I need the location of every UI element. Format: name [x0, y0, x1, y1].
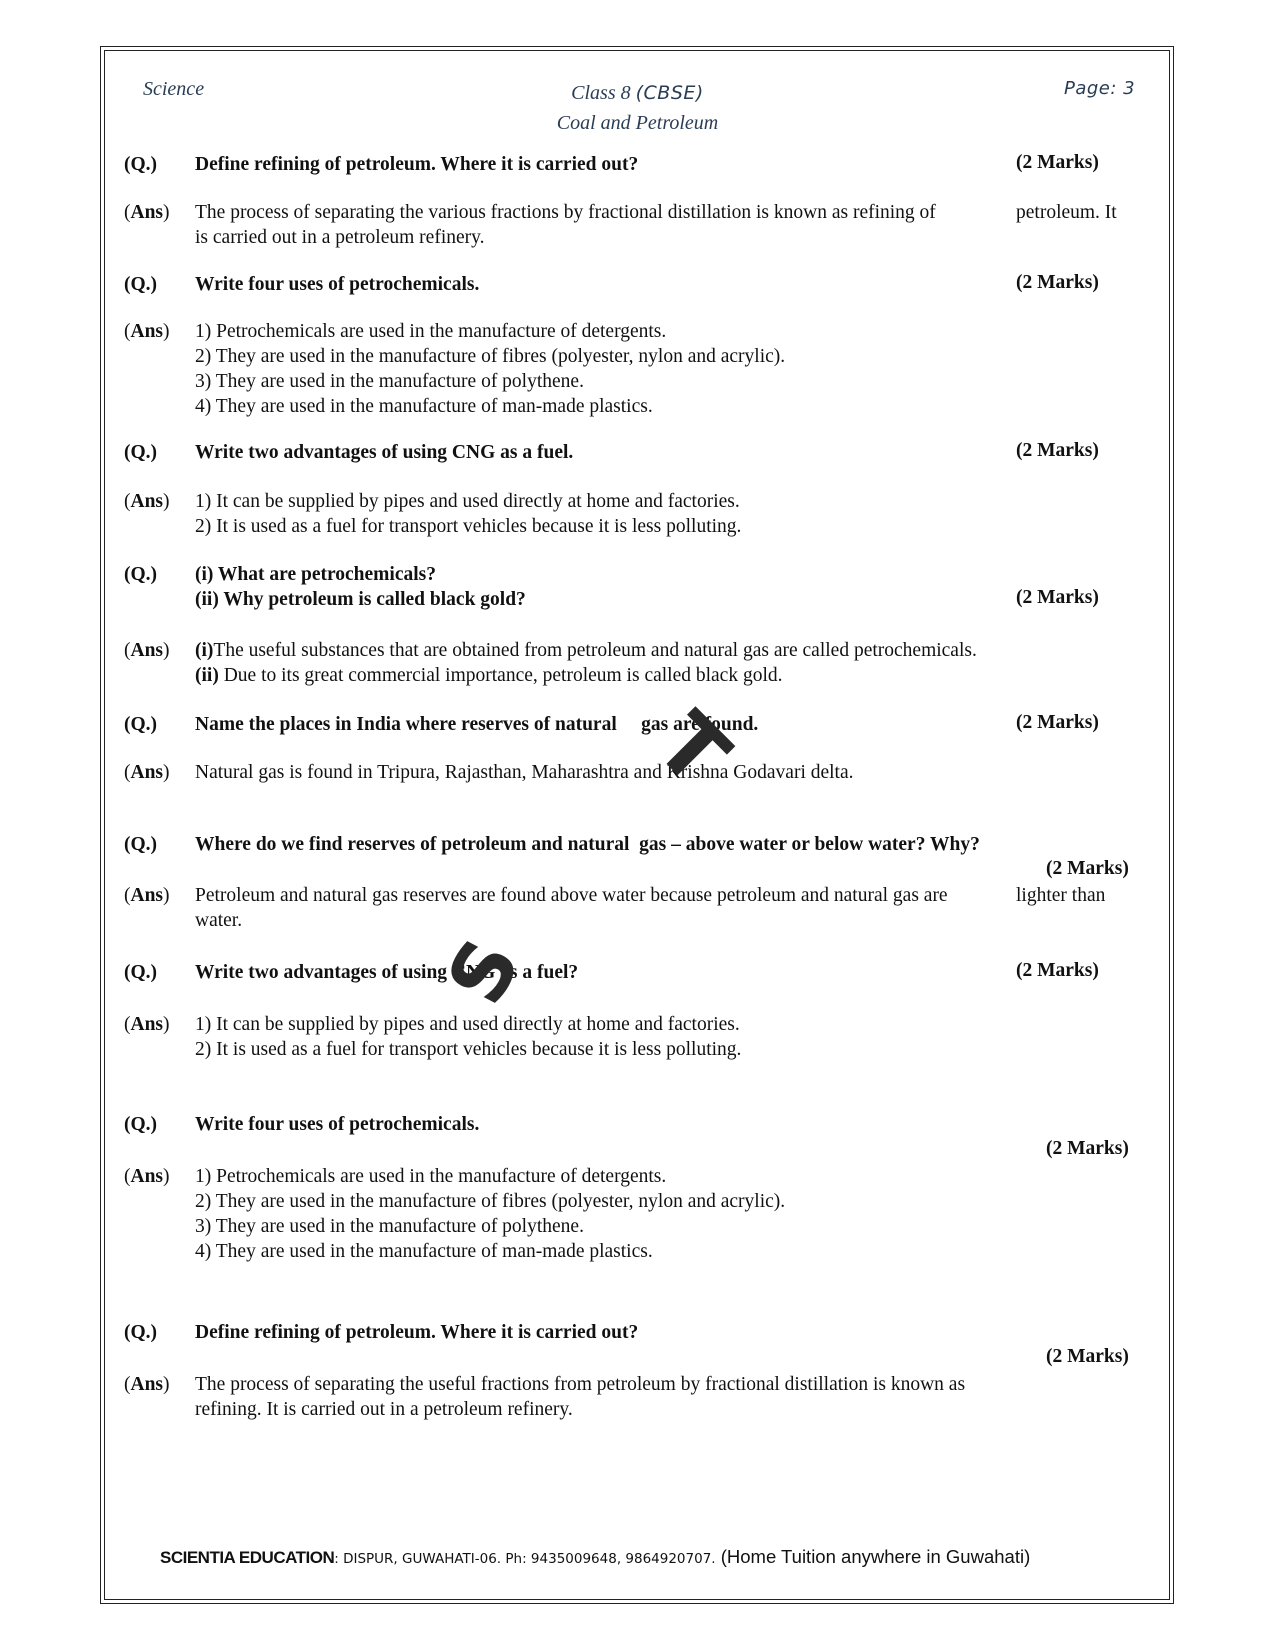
marks-label: (2 Marks) [1016, 960, 1099, 981]
answer-line: refining. It is carried out in a petroleum refinery. [195, 1399, 573, 1420]
answer-line [195, 638, 977, 663]
answer-line: 1) Petrochemicals are used in the manufacture of detergents. [195, 321, 667, 342]
answer-line: 4) They are used in the manufacture of man-made plastics. [195, 396, 653, 417]
marks-label: (2 Marks) [1046, 858, 1129, 879]
answer-line: The process of separating the useful fractions from petroleum by fractional distillation is known as [195, 1374, 966, 1395]
answer-line: 3) They are used in the manufacture of polythene. [195, 371, 584, 392]
question-text: Where do we find reserves of petroleum and natural gas – above water or below water? Why? [195, 834, 980, 855]
answer-text [195, 638, 977, 688]
answer-text [195, 883, 948, 933]
answer-lead: (i) [195, 640, 214, 661]
marks-label: (2 Marks) [1016, 440, 1099, 461]
answer-part: The useful substances that are obtained from petroleum and natural gas are called petrochemicals. [213, 640, 977, 661]
answer-text [195, 1012, 741, 1062]
answer-label: (Ans) [124, 1374, 170, 1395]
answer-line: Petroleum and natural gas reserves are found above water because petroleum and natural gas are [195, 885, 948, 906]
question-label: (Q.) [124, 962, 158, 983]
marks-label: (2 Marks) [1016, 712, 1099, 733]
answer-text [195, 1372, 965, 1422]
answer-line: is carried out in a petroleum refinery. [195, 227, 485, 248]
answer-line: 3) They are used in the manufacture of polythene. [195, 1216, 584, 1237]
question-line: (ii) Why petroleum is called black gold? [195, 589, 526, 610]
marks-label: (2 Marks) [1016, 152, 1099, 173]
answer-text [195, 489, 741, 539]
answer-label: (Ans) [124, 321, 170, 342]
footer-tagline: (Home Tuition anywhere in Guwahati) [715, 1546, 1031, 1567]
question-label: (Q.) [124, 714, 158, 735]
answer-label: (Ans) [124, 1166, 170, 1187]
answer-label: (Ans) [124, 491, 170, 512]
question-label: (Q.) [124, 1114, 158, 1135]
footer-address: : DISPUR, GUWAHATI-06. Ph: 9435009648, 9864920707. [334, 1551, 716, 1567]
answer-line: The process of separating the various fractions by fractional distillation is known as refining of [195, 202, 936, 223]
header-subject: Science [143, 78, 205, 100]
question-text: Define refining of petroleum. Where it is carried out? [195, 1322, 639, 1343]
question-text [195, 562, 526, 612]
answer-label: (Ans) [124, 885, 170, 906]
answer-line: 4) They are used in the manufacture of man-made plastics. [195, 1241, 653, 1262]
question-text: Define refining of petroleum. Where it is carried out? [195, 154, 639, 175]
header-class-prefix: Class 8 [571, 82, 631, 104]
question-text: Name the places in India where reserves of natural gas are found. [195, 714, 759, 735]
watermark-letter-s: S [429, 924, 539, 1019]
question-label: (Q.) [124, 564, 158, 585]
answer-text: Natural gas is found in Tripura, Rajasthan, Maharashtra and Krishna Godavari delta. [195, 762, 854, 783]
answer-text [195, 1164, 785, 1264]
answer-tail: lighter than [1016, 885, 1106, 906]
question-text: Write two advantages of using CNG as a fuel. [195, 442, 574, 463]
answer-label: (Ans) [124, 202, 170, 223]
answer-line [195, 663, 977, 688]
marks-label: (2 Marks) [1046, 1346, 1129, 1367]
answer-line: water. [195, 910, 243, 931]
question-text: Write four uses of petrochemicals. [195, 1114, 480, 1135]
question-text: Write four uses of petrochemicals. [195, 274, 480, 295]
watermark-letter-t: T [637, 694, 748, 804]
marks-label: (2 Marks) [1016, 587, 1099, 608]
marks-label: (2 Marks) [1016, 272, 1099, 293]
question-label: (Q.) [124, 154, 158, 175]
answer-part: Due to its great commercial importance, petroleum is called black gold. [218, 665, 783, 686]
question-label: (Q.) [124, 274, 158, 295]
question-label: (Q.) [124, 1322, 158, 1343]
answer-label: (Ans) [124, 640, 170, 661]
footer-institute-name: SCIENTIA EDUCATION [160, 1548, 335, 1567]
answer-tail: petroleum. It [1016, 202, 1117, 223]
answer-line: 1) Petrochemicals are used in the manufacture of detergents. [195, 1166, 667, 1187]
answer-label: (Ans) [124, 1014, 170, 1035]
answer-line: 2) It is used as a fuel for transport vehicles because it is less polluting. [195, 1039, 742, 1060]
marks-label: (2 Marks) [1046, 1138, 1129, 1159]
answer-line: 2) They are used in the manufacture of fibres (polyester, nylon and acrylic). [195, 1191, 786, 1212]
answer-line: 1) It can be supplied by pipes and used directly at home and factories. [195, 1014, 740, 1035]
answer-text [195, 319, 785, 419]
answer-lead: (ii) [195, 665, 219, 686]
answer-label: (Ans) [124, 762, 170, 783]
answer-line: 2) They are used in the manufacture of fibres (polyester, nylon and acrylic). [195, 346, 786, 367]
question-label: (Q.) [124, 834, 158, 855]
answer-text [195, 200, 936, 250]
answer-line: 2) It is used as a fuel for transport vehicles because it is less polluting. [195, 516, 742, 537]
question-label: (Q.) [124, 442, 158, 463]
answer-line: 1) It can be supplied by pipes and used directly at home and factories. [195, 491, 740, 512]
footer [160, 1546, 1030, 1568]
question-line: (i) What are petrochemicals? [195, 564, 436, 585]
header-page-number: Page: 3 [1064, 78, 1136, 99]
header-board: (CBSE) [635, 82, 704, 104]
question-text: Write two advantages of using CNG as a fuel? [195, 962, 579, 983]
header-chapter: Coal and Petroleum [556, 112, 719, 134]
